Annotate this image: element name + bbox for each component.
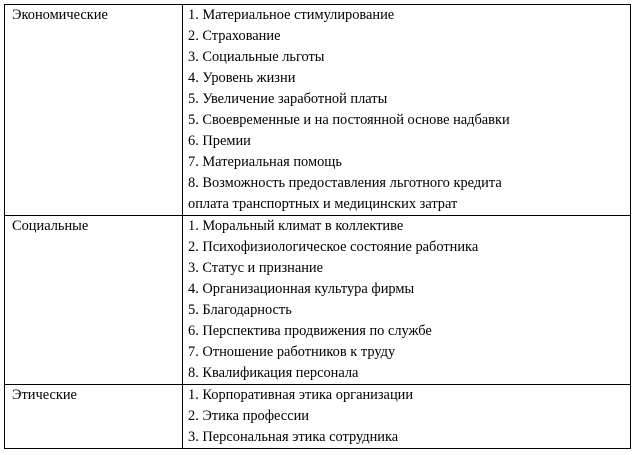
table-row-social — [5, 216, 631, 385]
item-list — [183, 5, 630, 215]
category-cell — [5, 5, 183, 216]
list-item: 5. Увеличение заработной платы — [188, 91, 388, 107]
item-list — [183, 385, 630, 448]
list-item: 2. Психофизиологическое состояние работника — [188, 239, 479, 255]
list-item: оплата транспортных и медицинских затрат — [188, 196, 458, 212]
items-cell — [183, 385, 631, 449]
item-list — [183, 216, 630, 384]
list-item: 3. Персональная этика сотрудника — [188, 429, 399, 445]
table-row-economic — [5, 5, 631, 216]
list-item: 3. Статус и признание — [188, 260, 324, 276]
list-item: 3. Социальные льготы — [188, 49, 325, 65]
category-label: Этические — [12, 387, 77, 403]
list-item: 4. Организационная культура фирмы — [188, 281, 415, 297]
list-item: 7. Отношение работников к труду — [188, 344, 396, 360]
table-row-ethical — [5, 385, 631, 449]
category-cell — [5, 385, 183, 449]
list-item: 7. Материальная помощь — [188, 154, 342, 170]
items-cell — [183, 5, 631, 216]
list-item: 1. Корпоративная этика организации — [188, 387, 414, 403]
list-item: 1. Моральный климат в коллективе — [188, 218, 404, 234]
category-cell — [5, 216, 183, 385]
items-cell — [183, 216, 631, 385]
list-item: 8. Возможность предоставления льготного кредита — [188, 175, 502, 191]
category-label: Социальные — [12, 218, 89, 234]
motivation-table — [4, 4, 631, 449]
list-item: 4. Уровень жизни — [188, 70, 296, 86]
list-item: 2. Страхование — [188, 28, 281, 44]
category-label: Экономические — [12, 7, 108, 23]
list-item: 8. Квалификация персонала — [188, 365, 359, 381]
list-item: 2. Этика профессии — [188, 408, 309, 424]
list-item: 5. Благодарность — [188, 302, 292, 318]
list-item: 1. Материальное стимулирование — [188, 7, 395, 23]
list-item: 6. Перспектива продвижения по службе — [188, 323, 432, 339]
list-item: 6. Премии — [188, 133, 251, 149]
list-item: 5. Своевременные и на постоянной основе надбавки — [188, 112, 510, 128]
